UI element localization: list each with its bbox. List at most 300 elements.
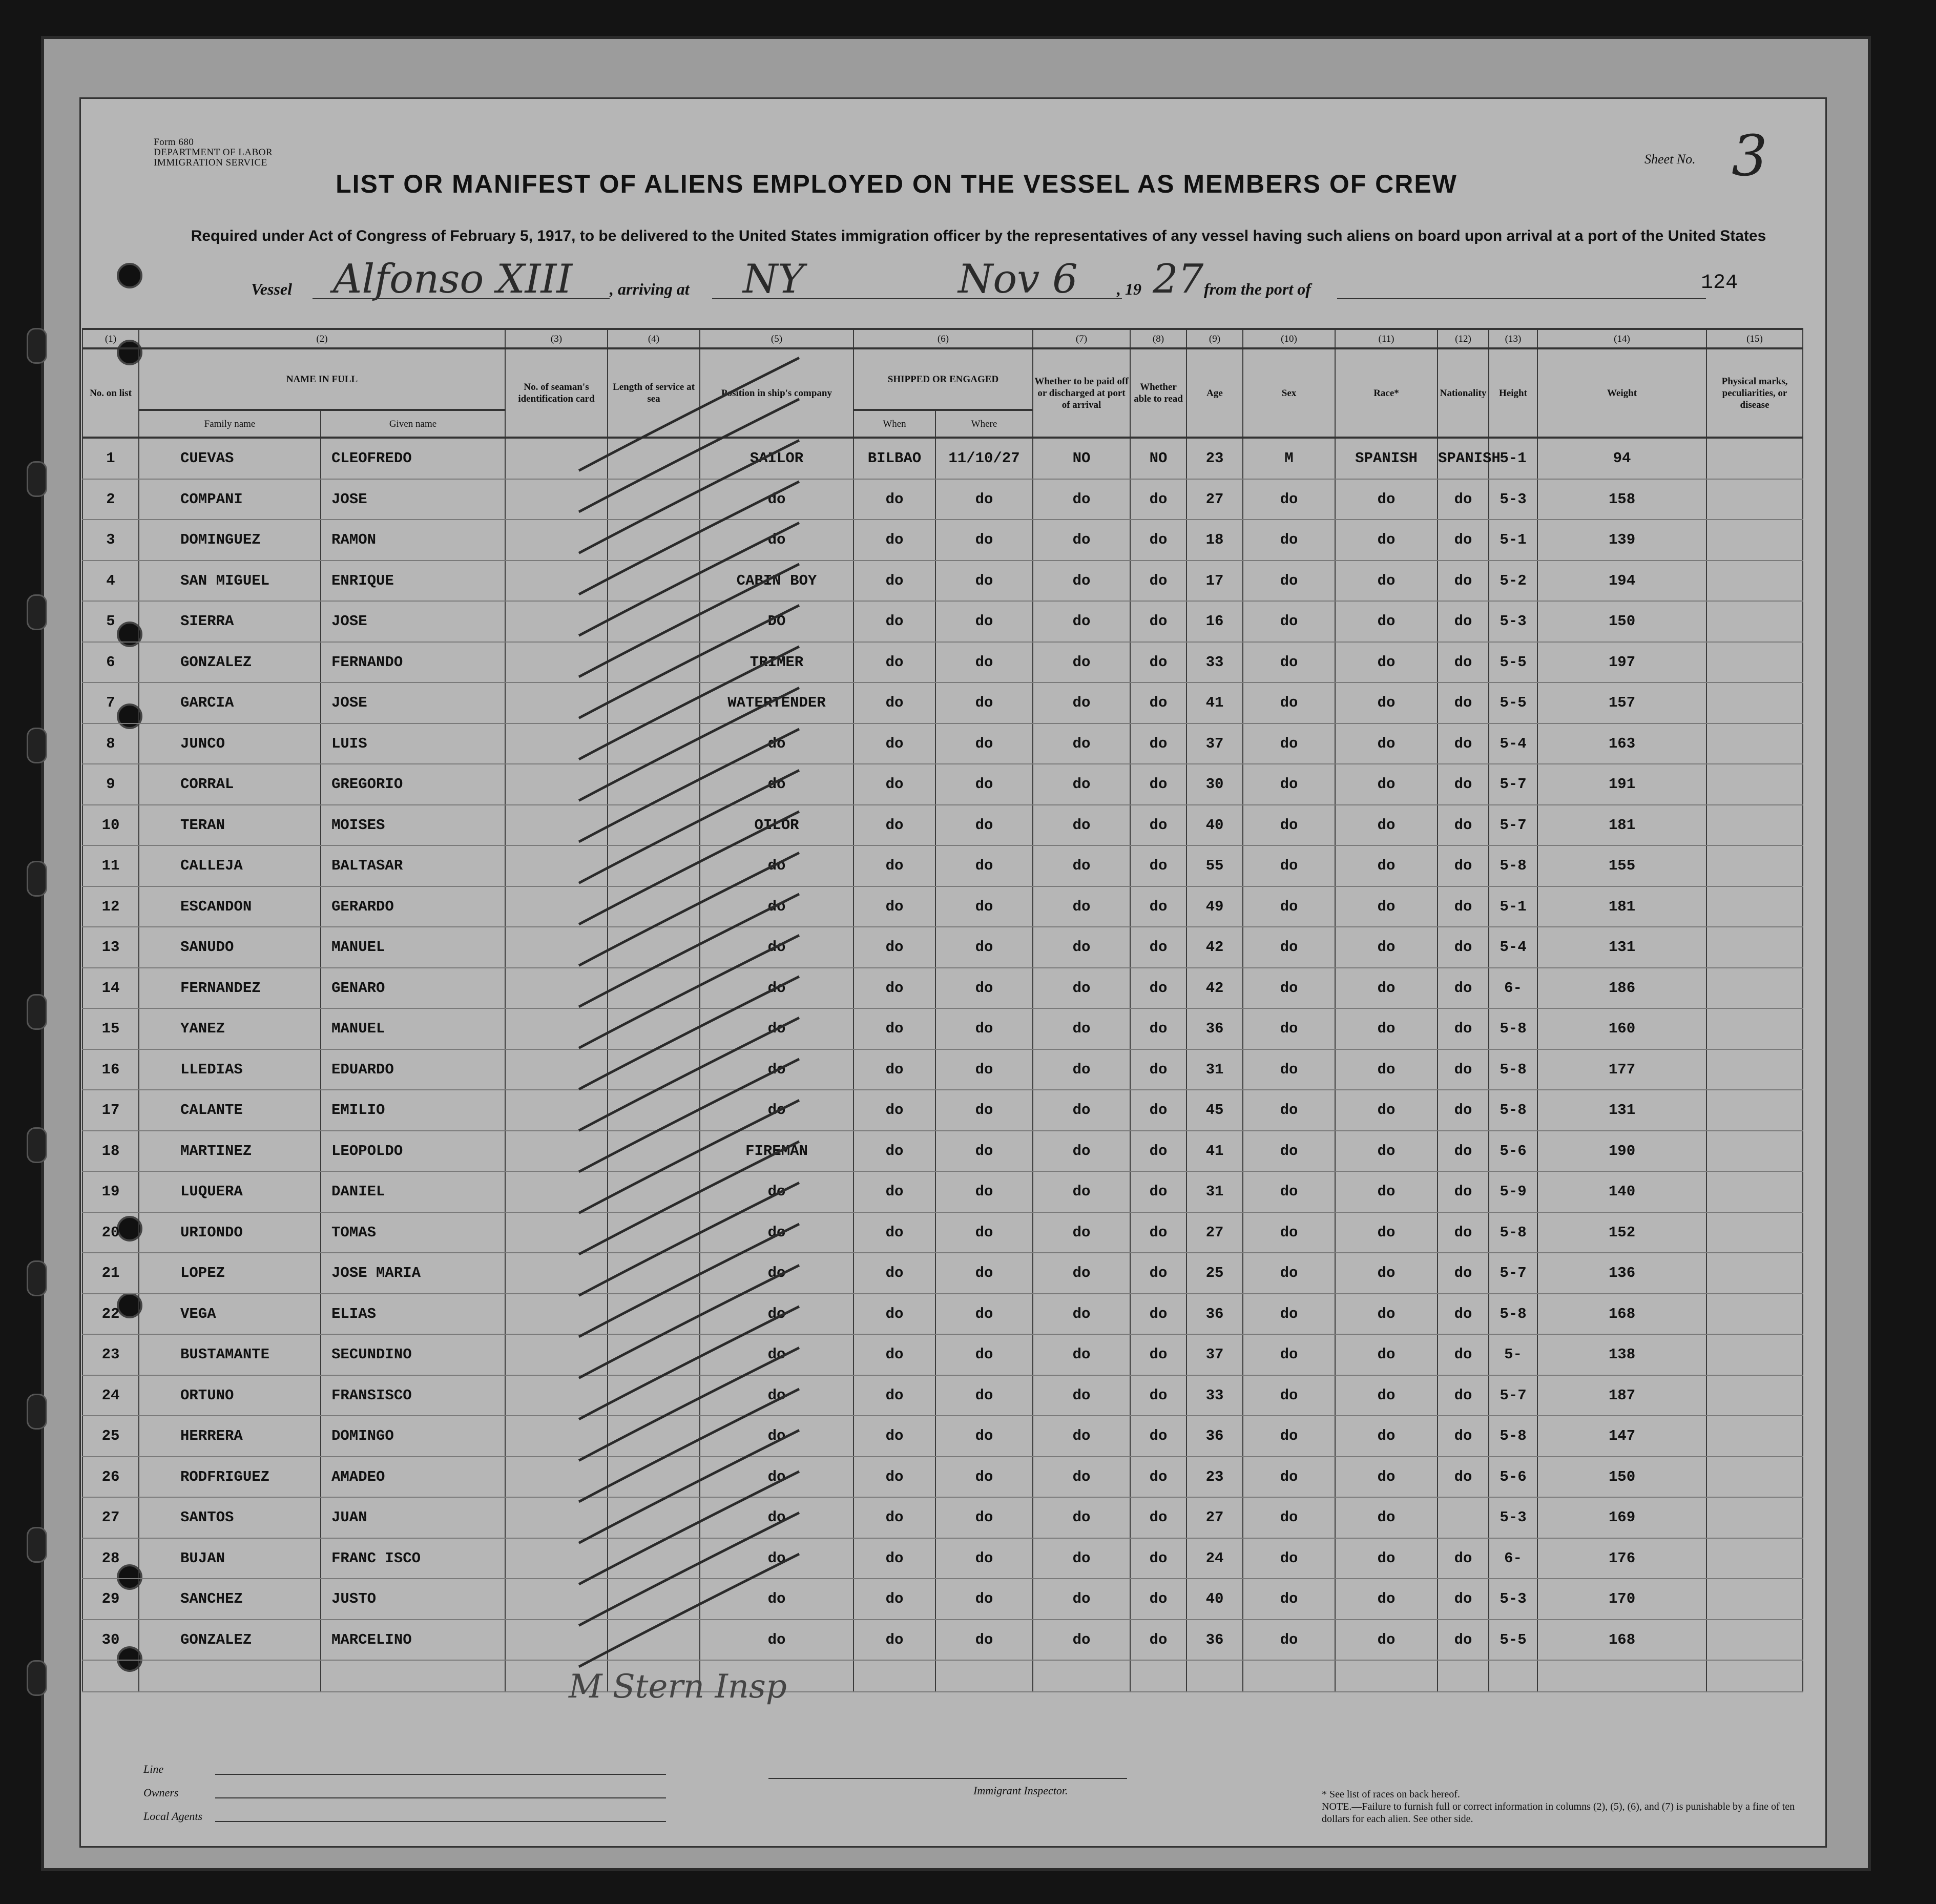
shipped-when-cell: do	[853, 1253, 935, 1294]
height-cell: 5-1	[1489, 520, 1537, 561]
nationality-cell: do	[1438, 682, 1489, 723]
column-numbers-row	[82, 329, 1803, 348]
shipped-where-cell: do	[935, 1497, 1033, 1538]
crew-row	[82, 1253, 1803, 1294]
sex-cell: do	[1243, 764, 1335, 805]
weight-cell: 158	[1537, 479, 1706, 520]
height-cell: 5-3	[1489, 1497, 1537, 1538]
weight-cell: 190	[1537, 1131, 1706, 1172]
crew-table	[82, 328, 1803, 1692]
id-card-cell	[505, 968, 608, 1009]
blank-cell	[1706, 1660, 1803, 1692]
family-name-cell: JUNCO	[139, 723, 321, 764]
column-header-row	[82, 348, 1803, 410]
id-card-cell	[505, 1131, 608, 1172]
blank-cell	[1243, 1660, 1335, 1692]
weight-cell: 191	[1537, 764, 1706, 805]
vessel-underline	[313, 298, 610, 299]
row-number-cell: 3	[82, 520, 139, 561]
race-cell: SPANISH	[1335, 438, 1438, 479]
service-length-cell	[608, 968, 700, 1009]
row-number-cell: 4	[82, 561, 139, 602]
blank-cell	[935, 1660, 1033, 1692]
shipped-when-cell: do	[853, 1131, 935, 1172]
col-header-family: Family name	[139, 410, 321, 438]
age-cell: 25	[1186, 1253, 1243, 1294]
col-header-sex: Sex	[1243, 348, 1335, 438]
crew-row	[82, 927, 1803, 968]
date-underline	[912, 298, 1117, 299]
row-number-cell: 20	[82, 1212, 139, 1253]
race-cell: do	[1335, 1171, 1438, 1212]
paid-off-cell: do	[1033, 1579, 1130, 1620]
col-header-able-read: Whether able to read	[1130, 348, 1186, 438]
race-cell: do	[1335, 642, 1438, 683]
service-length-cell	[608, 682, 700, 723]
arriving-label: , arriving at	[610, 280, 690, 298]
physical-marks-cell	[1706, 601, 1803, 642]
paid-off-cell: do	[1033, 601, 1130, 642]
shipped-when-cell: do	[853, 1416, 935, 1457]
service-length-cell	[608, 1620, 700, 1661]
family-name-cell: SAN MIGUEL	[139, 561, 321, 602]
shipped-where-cell: 11/10/27	[935, 438, 1033, 479]
arrival-date: Nov 6	[958, 256, 1078, 302]
height-cell: 5-6	[1489, 1457, 1537, 1498]
able-to-read-cell: do	[1130, 1538, 1186, 1579]
row-number-cell: 30	[82, 1620, 139, 1661]
race-cell: do	[1335, 968, 1438, 1009]
column-number: (6)	[853, 329, 1033, 348]
position-cell: CABIN BOY	[700, 561, 853, 602]
family-name-cell: LLEDIAS	[139, 1049, 321, 1090]
row-number-cell: 17	[82, 1090, 139, 1131]
height-cell: 5-8	[1489, 845, 1537, 886]
blank-cell	[321, 1660, 505, 1692]
row-number-cell: 8	[82, 723, 139, 764]
crew-row	[82, 1131, 1803, 1172]
service-length-cell	[608, 1171, 700, 1212]
column-number: (10)	[1243, 329, 1335, 348]
paid-off-cell: do	[1033, 845, 1130, 886]
age-cell: 36	[1186, 1294, 1243, 1335]
weight-cell: 163	[1537, 723, 1706, 764]
form-number-line: DEPARTMENT OF LABOR	[154, 147, 273, 158]
paid-off-cell: do	[1033, 682, 1130, 723]
weight-cell: 152	[1537, 1212, 1706, 1253]
shipped-when-cell: do	[853, 601, 935, 642]
binder-hole	[27, 861, 47, 897]
row-number-cell: 11	[82, 845, 139, 886]
row-number-cell: 28	[82, 1538, 139, 1579]
shipped-where-cell: do	[935, 561, 1033, 602]
sex-cell: do	[1243, 1212, 1335, 1253]
shipped-when-cell: do	[853, 845, 935, 886]
age-cell: 23	[1186, 438, 1243, 479]
shipped-when-cell: do	[853, 520, 935, 561]
height-cell: 5-1	[1489, 438, 1537, 479]
physical-marks-cell	[1706, 561, 1803, 602]
able-to-read-cell: do	[1130, 1416, 1186, 1457]
able-to-read-cell: do	[1130, 520, 1186, 561]
row-number-cell: 7	[82, 682, 139, 723]
age-cell: 49	[1186, 886, 1243, 927]
able-to-read-cell: do	[1130, 968, 1186, 1009]
sex-cell: do	[1243, 845, 1335, 886]
shipped-when-cell: do	[853, 1620, 935, 1661]
race-cell: do	[1335, 479, 1438, 520]
nationality-cell: do	[1438, 1579, 1489, 1620]
id-card-cell	[505, 1253, 608, 1294]
blank-cell	[853, 1660, 935, 1692]
agents-field	[215, 1821, 666, 1822]
weight-cell: 168	[1537, 1620, 1706, 1661]
family-name-cell: LUQUERA	[139, 1171, 321, 1212]
age-cell: 36	[1186, 1620, 1243, 1661]
service-length-cell	[608, 845, 700, 886]
row-number-cell: 18	[82, 1131, 139, 1172]
physical-marks-cell	[1706, 1049, 1803, 1090]
age-cell: 36	[1186, 1008, 1243, 1049]
blank-cell	[1130, 1660, 1186, 1692]
nationality-cell: do	[1438, 1334, 1489, 1375]
service-length-cell	[608, 601, 700, 642]
id-card-cell	[505, 886, 608, 927]
family-name-cell: URIONDO	[139, 1212, 321, 1253]
able-to-read-cell: do	[1130, 1212, 1186, 1253]
position-cell: do	[700, 1090, 853, 1131]
physical-marks-cell	[1706, 1497, 1803, 1538]
shipped-when-cell: do	[853, 927, 935, 968]
position-cell: do	[700, 1620, 853, 1661]
shipped-where-cell: do	[935, 1171, 1033, 1212]
nationality-cell: SPANISH	[1438, 438, 1489, 479]
paid-off-cell: do	[1033, 1212, 1130, 1253]
sex-cell: do	[1243, 805, 1335, 846]
position-cell: do	[700, 1334, 853, 1375]
able-to-read-cell: do	[1130, 886, 1186, 927]
nationality-cell: do	[1438, 1538, 1489, 1579]
footnote-races: * See list of races on back hereof.	[1322, 1789, 1460, 1800]
paid-off-cell: do	[1033, 1008, 1130, 1049]
race-cell: do	[1335, 764, 1438, 805]
sex-cell: do	[1243, 642, 1335, 683]
weight-cell: 160	[1537, 1008, 1706, 1049]
col-header-paid-off: Whether to be paid off or discharged at port of arrival	[1033, 348, 1130, 438]
position-cell: do	[700, 723, 853, 764]
paid-off-cell: do	[1033, 886, 1130, 927]
service-length-cell	[608, 642, 700, 683]
race-cell: do	[1335, 1538, 1438, 1579]
race-cell: do	[1335, 520, 1438, 561]
crew-row	[82, 642, 1803, 683]
given-name-cell: JUAN	[321, 1497, 505, 1538]
age-cell: 23	[1186, 1457, 1243, 1498]
physical-marks-cell	[1706, 1090, 1803, 1131]
sheet-number-value: 3	[1732, 123, 1767, 189]
shipped-where-cell: do	[935, 764, 1033, 805]
race-cell: do	[1335, 845, 1438, 886]
position-cell: OILOR	[700, 805, 853, 846]
given-name-cell: SECUNDINO	[321, 1334, 505, 1375]
blank-cell	[1489, 1660, 1537, 1692]
id-card-cell	[505, 1049, 608, 1090]
service-length-cell	[608, 764, 700, 805]
given-name-cell: JOSE	[321, 601, 505, 642]
weight-cell: 177	[1537, 1049, 1706, 1090]
position-cell: do	[700, 1497, 853, 1538]
given-name-cell: JOSE MARIA	[321, 1253, 505, 1294]
crew-row	[82, 1375, 1803, 1416]
line-field	[215, 1774, 666, 1775]
able-to-read-cell: do	[1130, 642, 1186, 683]
crew-row	[82, 805, 1803, 846]
paid-off-cell: do	[1033, 1171, 1130, 1212]
blank-cell	[1335, 1660, 1438, 1692]
able-to-read-cell: do	[1130, 723, 1186, 764]
agents-label: Local Agents	[143, 1810, 203, 1823]
able-to-read-cell: do	[1130, 479, 1186, 520]
binder-hole	[27, 1260, 47, 1296]
crew-row	[82, 1620, 1803, 1661]
paid-off-cell: do	[1033, 1416, 1130, 1457]
row-number-cell: 25	[82, 1416, 139, 1457]
arrival-year: 27	[1153, 256, 1204, 302]
given-name-cell: LEOPOLDO	[321, 1131, 505, 1172]
col-header-no: No. on list	[82, 348, 139, 438]
shipped-when-cell: do	[853, 479, 935, 520]
shipped-when-cell: do	[853, 1171, 935, 1212]
physical-marks-cell	[1706, 845, 1803, 886]
weight-cell: 197	[1537, 642, 1706, 683]
col-header-position: Position in ship's company	[700, 348, 853, 438]
family-name-cell: SANTOS	[139, 1497, 321, 1538]
sex-cell: M	[1243, 438, 1335, 479]
paid-off-cell: do	[1033, 1497, 1130, 1538]
able-to-read-cell: do	[1130, 682, 1186, 723]
race-cell: do	[1335, 1049, 1438, 1090]
race-cell: do	[1335, 886, 1438, 927]
able-to-read-cell: do	[1130, 1579, 1186, 1620]
height-cell: 6-	[1489, 1538, 1537, 1579]
id-card-cell	[505, 642, 608, 683]
able-to-read-cell: do	[1130, 1171, 1186, 1212]
footnote-penalty: NOTE.—Failure to furnish full or correct information in columns (2), (5), (6), and (7) is punishable by a fine of ten dollars for each alien. See other side.	[1322, 1801, 1795, 1825]
given-name-cell: JOSE	[321, 479, 505, 520]
shipped-when-cell: do	[853, 1090, 935, 1131]
weight-cell: 140	[1537, 1171, 1706, 1212]
paid-off-cell: NO	[1033, 438, 1130, 479]
given-name-cell: DANIEL	[321, 1171, 505, 1212]
id-card-cell	[505, 1375, 608, 1416]
shipped-where-cell: do	[935, 927, 1033, 968]
shipped-when-cell: do	[853, 805, 935, 846]
sex-cell: do	[1243, 886, 1335, 927]
shipped-where-cell: do	[935, 601, 1033, 642]
family-name-cell: GONZALEZ	[139, 1620, 321, 1661]
race-cell: do	[1335, 1620, 1438, 1661]
height-cell: 5-7	[1489, 1253, 1537, 1294]
family-name-cell: GARCIA	[139, 682, 321, 723]
height-cell: 5-3	[1489, 601, 1537, 642]
family-name-cell: GONZALEZ	[139, 642, 321, 683]
position-cell: do	[700, 520, 853, 561]
shipped-where-cell: do	[935, 1090, 1033, 1131]
service-length-cell	[608, 1334, 700, 1375]
age-cell: 27	[1186, 479, 1243, 520]
service-length-cell	[608, 1457, 700, 1498]
row-number-cell: 24	[82, 1375, 139, 1416]
sex-cell: do	[1243, 1457, 1335, 1498]
service-length-cell	[608, 1416, 700, 1457]
age-cell: 16	[1186, 601, 1243, 642]
id-card-cell	[505, 723, 608, 764]
shipped-where-cell: do	[935, 1334, 1033, 1375]
height-cell: 5-5	[1489, 682, 1537, 723]
height-cell: 5-8	[1489, 1294, 1537, 1335]
able-to-read-cell: do	[1130, 927, 1186, 968]
blank-cell	[139, 1660, 321, 1692]
service-length-cell	[608, 520, 700, 561]
paid-off-cell: do	[1033, 1294, 1130, 1335]
service-length-cell	[608, 886, 700, 927]
id-card-cell	[505, 1497, 608, 1538]
nationality-cell: do	[1438, 1457, 1489, 1498]
physical-marks-cell	[1706, 1171, 1803, 1212]
shipped-when-cell: do	[853, 561, 935, 602]
race-cell: do	[1335, 601, 1438, 642]
height-cell: 5-8	[1489, 1049, 1537, 1090]
able-to-read-cell: do	[1130, 561, 1186, 602]
position-cell: do	[700, 1253, 853, 1294]
crew-row	[82, 479, 1803, 520]
family-name-cell: CALLEJA	[139, 845, 321, 886]
able-to-read-cell: do	[1130, 845, 1186, 886]
shipped-where-cell: do	[935, 479, 1033, 520]
race-cell: do	[1335, 1375, 1438, 1416]
id-card-cell	[505, 1579, 608, 1620]
crew-row	[82, 1090, 1803, 1131]
given-name-cell: MANUEL	[321, 1008, 505, 1049]
id-card-cell	[505, 927, 608, 968]
position-cell: do	[700, 845, 853, 886]
nationality-cell: do	[1438, 968, 1489, 1009]
service-length-cell	[608, 1294, 700, 1335]
row-number-cell: 12	[82, 886, 139, 927]
nationality-cell: do	[1438, 520, 1489, 561]
nationality-cell: do	[1438, 561, 1489, 602]
shipped-when-cell: do	[853, 1375, 935, 1416]
family-name-cell: YANEZ	[139, 1008, 321, 1049]
given-name-cell: JOSE	[321, 682, 505, 723]
family-name-cell: RODFRIGUEZ	[139, 1457, 321, 1498]
crew-row	[82, 1538, 1803, 1579]
sex-cell: do	[1243, 1334, 1335, 1375]
column-number: (9)	[1186, 329, 1243, 348]
sex-cell: do	[1243, 1171, 1335, 1212]
physical-marks-cell	[1706, 1253, 1803, 1294]
sex-cell: do	[1243, 1416, 1335, 1457]
sex-cell: do	[1243, 723, 1335, 764]
nationality-cell: do	[1438, 1253, 1489, 1294]
inspector-label: Immigrant Inspector.	[973, 1784, 1068, 1797]
race-cell: do	[1335, 805, 1438, 846]
sex-cell: do	[1243, 479, 1335, 520]
service-length-cell	[608, 723, 700, 764]
row-number-cell: 26	[82, 1457, 139, 1498]
sex-cell: do	[1243, 1049, 1335, 1090]
sex-cell: do	[1243, 968, 1335, 1009]
col-header-name: NAME IN FULL	[139, 348, 505, 410]
shipped-where-cell: do	[935, 1416, 1033, 1457]
inspector-signature-line	[768, 1778, 1127, 1779]
given-name-cell: AMADEO	[321, 1457, 505, 1498]
given-name-cell: GREGORIO	[321, 764, 505, 805]
shipped-when-cell: do	[853, 968, 935, 1009]
crew-row	[82, 723, 1803, 764]
given-name-cell: FERNANDO	[321, 642, 505, 683]
blank-cell	[82, 1660, 139, 1692]
column-number: (7)	[1033, 329, 1130, 348]
crew-row	[82, 561, 1803, 602]
row-number-cell: 19	[82, 1171, 139, 1212]
column-number: (12)	[1438, 329, 1489, 348]
id-card-cell	[505, 1294, 608, 1335]
shipped-where-cell: do	[935, 520, 1033, 561]
paid-off-cell: do	[1033, 968, 1130, 1009]
height-cell: 5-3	[1489, 479, 1537, 520]
able-to-read-cell: do	[1130, 1131, 1186, 1172]
col-header-weight: Weight	[1537, 348, 1706, 438]
paid-off-cell: do	[1033, 1334, 1130, 1375]
nationality-cell: do	[1438, 1131, 1489, 1172]
given-name-cell: GENARO	[321, 968, 505, 1009]
height-cell: 5-2	[1489, 561, 1537, 602]
line-label: Line	[143, 1763, 164, 1775]
form-title: LIST OR MANIFEST OF ALIENS EMPLOYED ON THE VESSEL AS MEMBERS OF CREW	[336, 170, 1458, 198]
row-number-cell: 14	[82, 968, 139, 1009]
age-cell: 18	[1186, 520, 1243, 561]
position-cell: DO	[700, 601, 853, 642]
height-cell: 5-4	[1489, 927, 1537, 968]
col-header-marks: Physical marks, peculiarities, or disease	[1706, 348, 1803, 438]
position-cell: do	[700, 1579, 853, 1620]
service-length-cell	[608, 1579, 700, 1620]
nationality-cell	[1438, 1497, 1489, 1538]
weight-cell: 150	[1537, 1457, 1706, 1498]
weight-cell: 169	[1537, 1497, 1706, 1538]
shipped-where-cell: do	[935, 805, 1033, 846]
physical-marks-cell	[1706, 1008, 1803, 1049]
height-cell: 5-	[1489, 1334, 1537, 1375]
sex-cell: do	[1243, 520, 1335, 561]
race-cell: do	[1335, 1090, 1438, 1131]
able-to-read-cell: do	[1130, 1334, 1186, 1375]
crew-row	[82, 438, 1803, 479]
weight-cell: 157	[1537, 682, 1706, 723]
physical-marks-cell	[1706, 1538, 1803, 1579]
vessel-line	[251, 256, 1788, 307]
row-number-cell: 22	[82, 1294, 139, 1335]
sex-cell: do	[1243, 1131, 1335, 1172]
given-name-cell: ENRIQUE	[321, 561, 505, 602]
age-cell: 24	[1186, 1538, 1243, 1579]
nationality-cell: do	[1438, 1090, 1489, 1131]
age-cell: 40	[1186, 1579, 1243, 1620]
age-cell: 41	[1186, 1131, 1243, 1172]
shipped-when-cell: do	[853, 1334, 935, 1375]
binder-hole	[27, 1660, 47, 1696]
